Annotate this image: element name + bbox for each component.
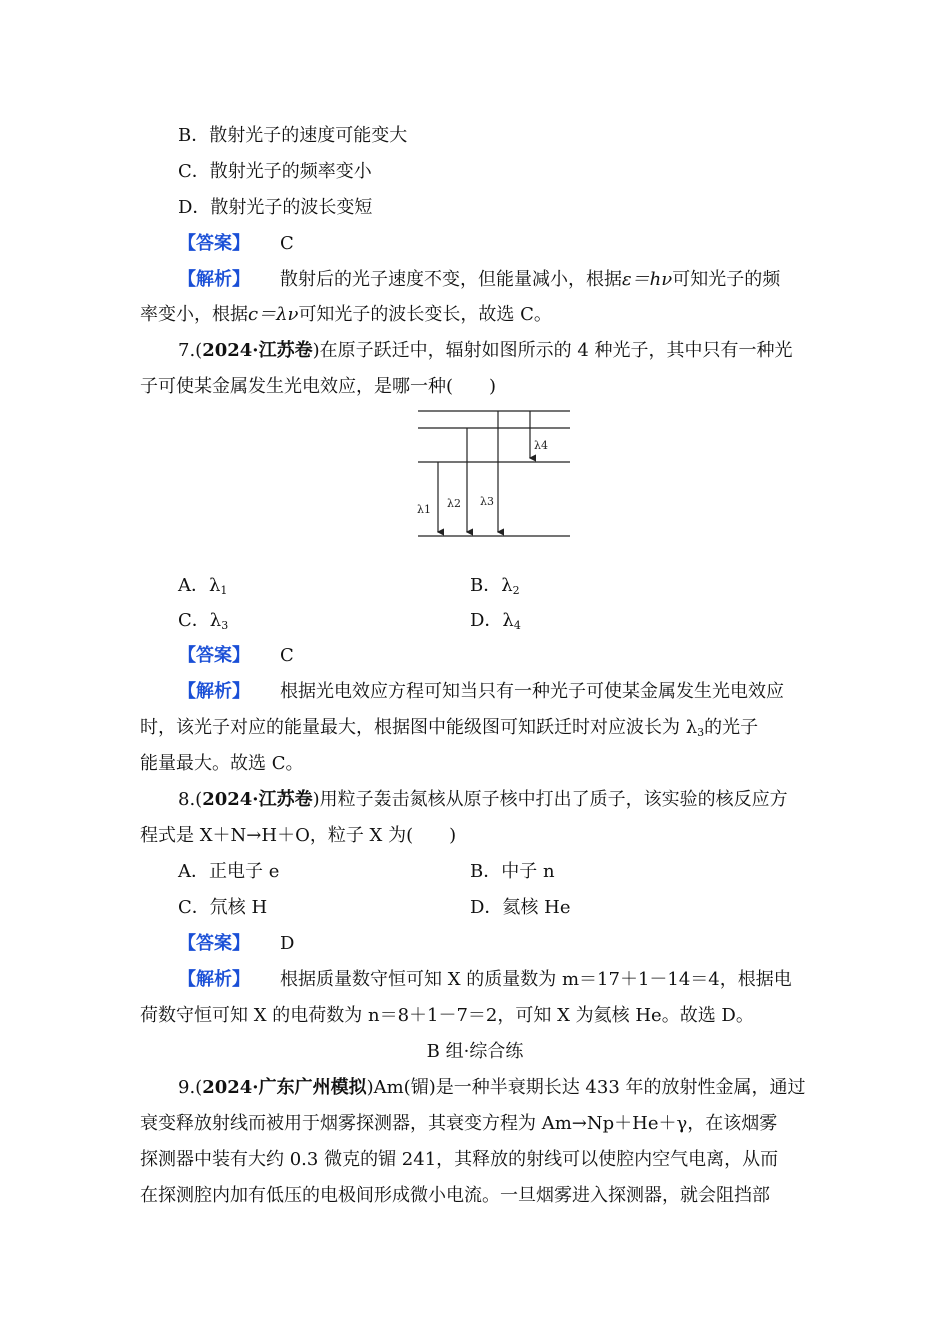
q8-option-d: D．氦核 He <box>470 897 571 918</box>
question-source: 2024·江苏卷 <box>202 340 313 361</box>
question-text: )Am(镅)是一种半衰期长达 433 年的放射性金属，通过 <box>366 1077 806 1098</box>
lambda4-label: λ4 <box>534 439 548 452</box>
q6-option-c: C．散射光子的频率变小 <box>178 161 372 182</box>
question-source: 2024·广东广州模拟 <box>202 1077 367 1098</box>
q6-option-d: D．散射光子的波长变短 <box>178 197 373 218</box>
question-text: )用粒子轰击氮核从原子核中打出了质子，该实验的核反应方 <box>312 789 788 810</box>
analysis-text: 可知光子的频 <box>672 269 781 290</box>
q6-answer <box>178 231 294 257</box>
answer-value: C <box>280 645 294 666</box>
question-number: 8.( <box>178 789 203 810</box>
answer-value: C <box>280 233 294 254</box>
subscript: 2 <box>512 584 520 597</box>
subscript: 3 <box>697 726 705 739</box>
analysis-text: 的光子 <box>704 717 759 738</box>
answer-value: D <box>280 933 295 954</box>
q6-analysis-line-2 <box>140 302 552 328</box>
q7-answer <box>178 643 294 669</box>
q7-analysis-line-2 <box>140 715 758 746</box>
question-source: 2024·江苏卷 <box>202 789 313 810</box>
subscript: 4 <box>513 619 521 632</box>
lambda3-label: λ3 <box>480 495 494 508</box>
lambda2-label: λ2 <box>447 497 461 510</box>
question-text: )在原子跃迁中，辐射如图所示的 4 种光子，其中只有一种光 <box>312 340 793 361</box>
section-heading: B 组·综合练 <box>426 1041 524 1062</box>
q8-analysis-line-2: 荷数守恒可知 X 的电荷数为 n＝8＋1－7＝2，可知 X 为氦核 He。故选 D。 <box>140 1005 754 1026</box>
formula: ε＝hν <box>622 269 673 290</box>
q7-option-b <box>470 573 520 604</box>
q7-analysis-line-1 <box>178 679 784 705</box>
option-text: B．λ <box>470 575 513 596</box>
question-number: 9.( <box>178 1077 203 1098</box>
q8-option-b: B．中子 n <box>470 861 555 882</box>
q8-answer <box>178 931 294 957</box>
answer-tag: 【答案】 <box>178 645 250 666</box>
analysis-text: 根据光电效应方程可知当只有一种光子可使某金属发生光电效应 <box>280 681 784 702</box>
q9-stem-line-1 <box>178 1075 806 1101</box>
subscript: 3 <box>221 619 229 632</box>
q7-option-a <box>178 573 227 604</box>
q9-stem-line-4: 在探测腔内加有低压的电极间形成微小电流。一旦烟雾进入探测器，就会阻挡部 <box>140 1185 770 1206</box>
option-text: C．λ <box>178 610 222 631</box>
analysis-tag: 【解析】 <box>178 969 250 990</box>
q7-analysis-line-3: 能量最大。故选 C。 <box>140 753 304 774</box>
q7-stem-line-1 <box>178 338 793 364</box>
analysis-text: 散射后的光子速度不变，但能量减小，根据 <box>280 269 622 290</box>
analysis-text: 可知光子的波长变长，故选 C。 <box>298 304 552 325</box>
analysis-tag: 【解析】 <box>178 681 250 702</box>
question-number: 7.( <box>178 340 203 361</box>
option-text: A．λ <box>178 575 221 596</box>
option-text: D．λ <box>470 610 514 631</box>
analysis-text: 率变小，根据 <box>140 304 248 325</box>
q7-stem-line-2: 子可使某金属发生光电效应，是哪一种( ) <box>140 376 497 397</box>
q8-option-c: C．氘核 H <box>178 897 268 918</box>
answer-tag: 【答案】 <box>178 933 250 954</box>
subscript: 1 <box>220 584 228 597</box>
analysis-text: 时，该光子对应的能量最大，根据图中能级图可知跃迁时对应波长为 λ <box>140 717 698 738</box>
analysis-text: 根据质量数守恒可知 X 的质量数为 m＝17＋1－14＝4，根据电 <box>280 969 792 990</box>
analysis-tag: 【解析】 <box>178 269 250 290</box>
lambda1-label: λ1 <box>417 503 431 516</box>
q6-analysis-line-1 <box>178 267 780 293</box>
answer-tag: 【答案】 <box>178 233 250 254</box>
q7-option-d <box>470 608 521 639</box>
q8-stem-line-1 <box>178 787 788 813</box>
q8-stem-line-2: 程式是 X＋N→H＋O，粒子 X 为( ) <box>140 825 457 846</box>
q8-analysis-line-1 <box>178 967 792 993</box>
q9-stem-line-3: 探测器中装有大约 0.3 微克的镅 241，其释放的射线可以使腔内空气电离，从而 <box>140 1149 779 1170</box>
q7-option-c <box>178 608 228 639</box>
q9-stem-line-2: 衰变释放射线而被用于烟雾探测器，其衰变方程为 Am→Np＋He＋γ，在该烟雾 <box>140 1113 778 1134</box>
formula: c＝λν <box>248 304 299 325</box>
q8-option-a: A．正电子 e <box>178 861 280 882</box>
energy-level-diagram <box>410 405 580 545</box>
q6-option-b: B．散射光子的速度可能变大 <box>178 125 408 146</box>
